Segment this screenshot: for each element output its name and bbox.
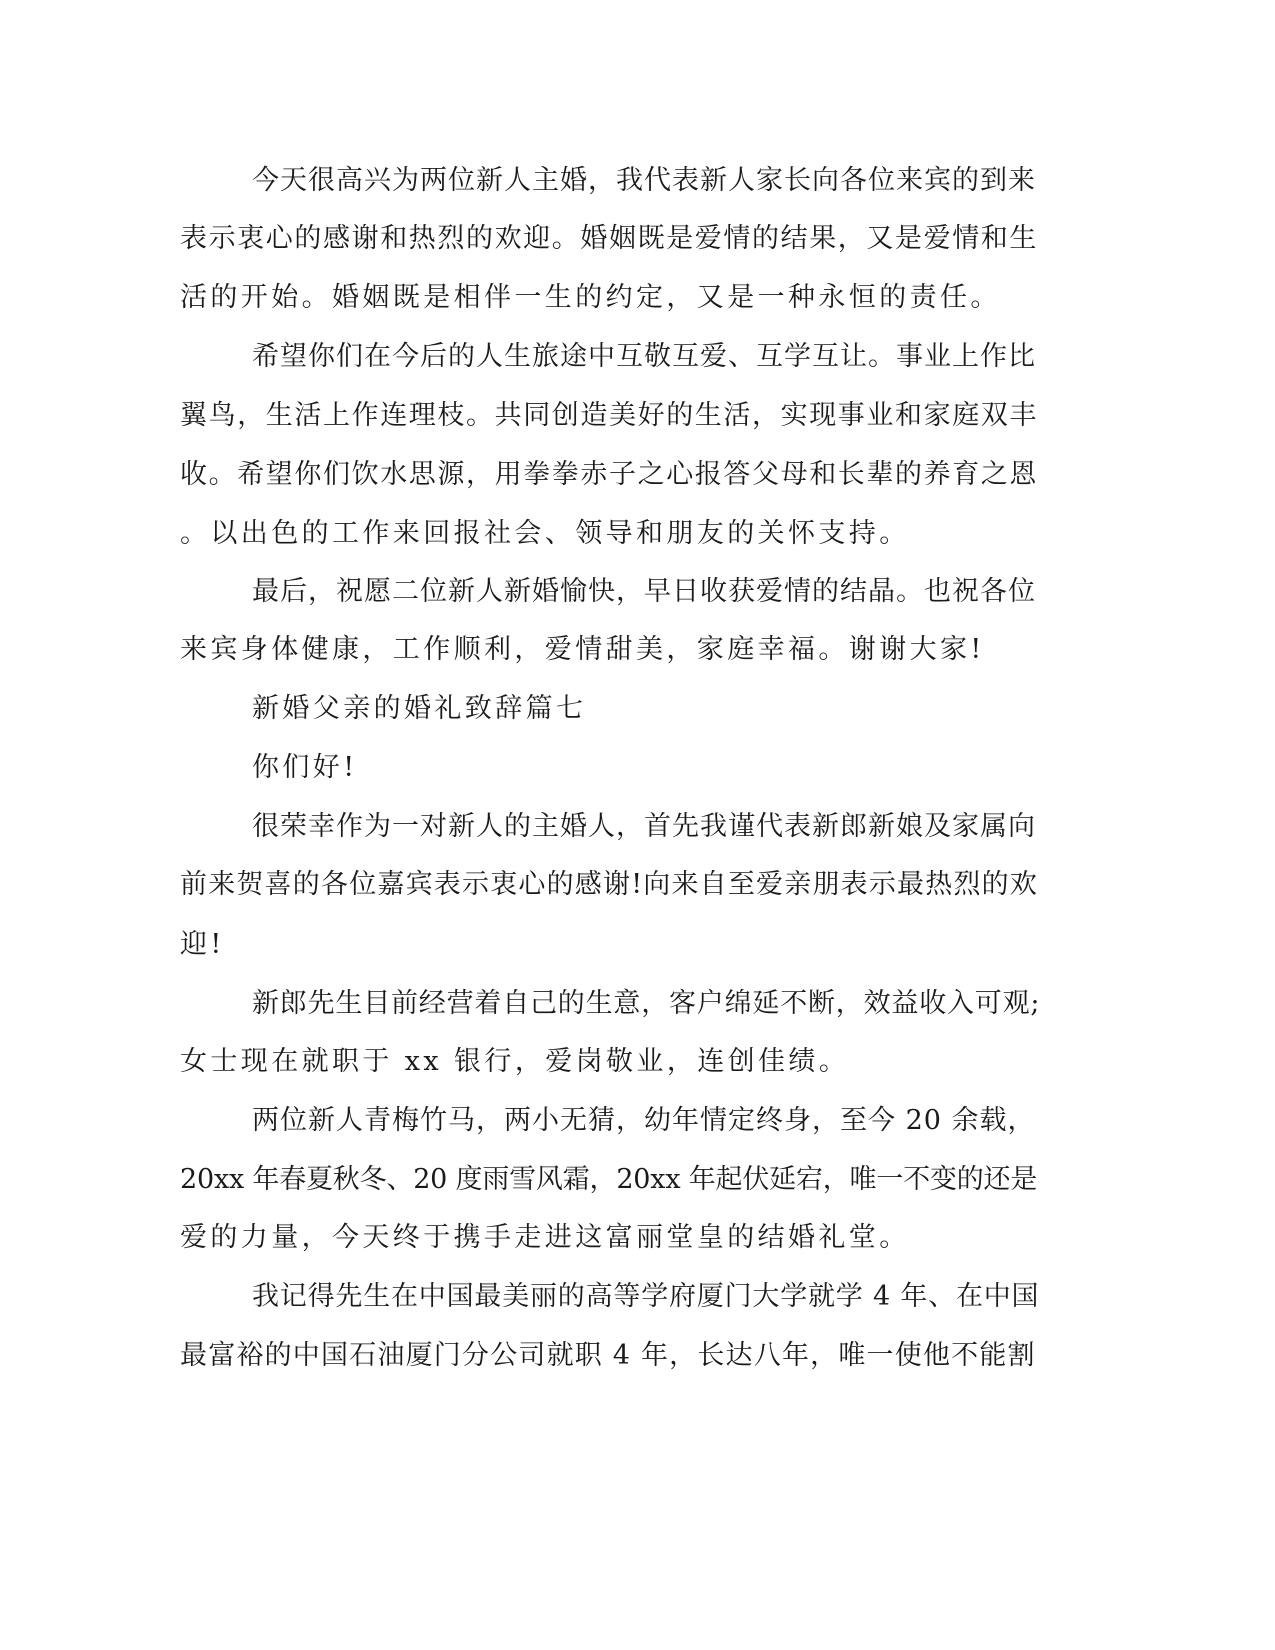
- text-line: 今天很高兴为两位新人主婚，我代表新人家长向各位来宾的到来: [252, 165, 1036, 196]
- text-line: 来宾身体健康，工作顺利，爱情甜美，家庭幸福。谢谢大家!: [180, 634, 985, 665]
- text-line: 最富裕的中国石油厦门分公司就职 4 年，长达八年，唯一使他不能割: [180, 1340, 1036, 1371]
- text-line: 我记得先生在中国最美丽的高等学府厦门大学就学 4 年、在中国: [252, 1281, 1040, 1312]
- text-line: 活的开始。婚姻既是相伴一生的约定，又是一种永恒的责任。: [180, 282, 1001, 313]
- text-line: 很荣幸作为一对新人的主婚人，首先我谨代表新郎新娘及家属向: [252, 811, 1036, 842]
- text-line: 迎!: [180, 929, 225, 960]
- section-heading: 新婚父亲的婚礼致辞篇七: [252, 693, 587, 724]
- text-line: 20xx 年春夏秋冬、20 度雨雪风霜，20xx 年起伏延宕，唯一不变的还是: [180, 1164, 1038, 1195]
- greeting-line: 你们好!: [252, 752, 358, 783]
- text-line: 女士现在就职于 xx 银行，爱岗敬业，连创佳绩。: [180, 1046, 850, 1077]
- text-line: 翼鸟，生活上作连理枝。共同创造美好的生活，实现事业和家庭双丰: [180, 400, 1038, 431]
- text-line: 。以出色的工作来回报社会、领导和朋友的关怀支持。: [180, 518, 910, 549]
- text-line: 两位新人青梅竹马，两小无猜，幼年情定终身，至今 20 余载，: [252, 1105, 1036, 1136]
- text-line: 表示衷心的感谢和热烈的欢迎。婚姻既是爱情的结果，又是爱情和生: [180, 223, 1038, 254]
- text-line: 前来贺喜的各位嘉宾表示衷心的感谢!向来自至爱亲朋表示最热烈的欢: [180, 869, 1039, 900]
- text-line: 新郎先生目前经营着自己的生意，客户绵延不断，效益收入可观;: [252, 988, 1041, 1019]
- text-line: 收。希望你们饮水思源，用拳拳赤子之心报答父母和长辈的养育之恩: [180, 459, 1038, 490]
- text-line: 希望你们在今后的人生旅途中互敬互爱、互学互让。事业上作比: [252, 341, 1036, 372]
- text-line: 爱的力量，今天终于携手走进这富丽堂皇的结婚礼堂。: [180, 1222, 910, 1253]
- text-line: 最后，祝愿二位新人新婚愉快，早日收获爱情的结晶。也祝各位: [252, 576, 1036, 607]
